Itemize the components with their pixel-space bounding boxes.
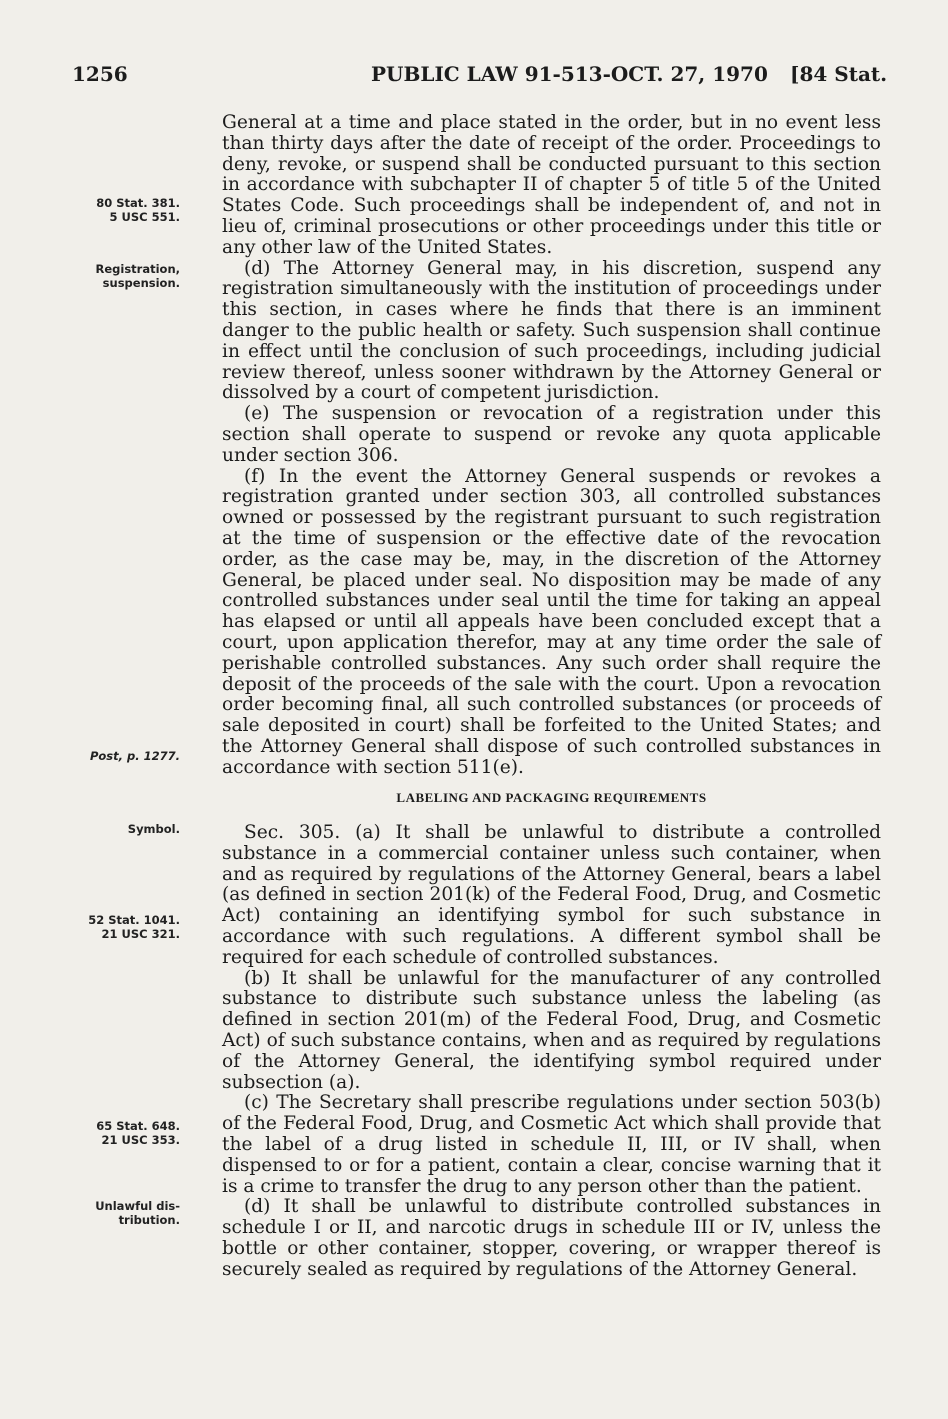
margin-note-80-stat: 80 Stat. 381. 5 USC 551. <box>96 196 180 224</box>
margin-note-symbol: Symbol. <box>127 822 180 836</box>
paragraph-sec-305-a: Sec. 305. (a) It shall be unlawful to distribute a controlled substance in a commercial container unless such container, when and as required by regulations of the Attorney General, bears a label (as defined in section 201(k) of the Federal Food, Drug, and Cosmetic Act) containing an identifying symbol for such substance in accordance with such regulations. A different symbol shall be required for each schedule of controlled substances. <box>222 822 881 968</box>
margin-note-registration-suspension: Registration, suspension. <box>95 262 180 290</box>
main-text-upper <box>222 113 881 779</box>
margin-note-52-stat: 52 Stat. 1041. 21 USC 321. <box>88 913 180 941</box>
margin-note-post: Post, p. 1277. <box>89 749 180 763</box>
main-text-lower <box>222 823 881 1281</box>
page-number: 1256 <box>72 62 128 86</box>
margin-note-65-stat: 65 Stat. 648. 21 USC 353. <box>96 1119 180 1147</box>
paragraph-continuation: General at a time and place stated in the order, but in no event less than thirty days after the date of receipt of the order. Proceedings to deny, revoke, or suspend shall be conducted pursuant to this section in accordance with subchapter II of chapter 5 of title 5 of the United States Code. Such proceedings shall be independent of, and not in lieu of, criminal prosecutions or other proceedings under this title or any other law of the United States. <box>222 112 881 258</box>
section-heading: LABELING AND PACKAGING REQUIREMENTS <box>396 790 707 805</box>
paragraph-d-suspension: (d) The Attorney General may, in his discretion, suspend any registration simultaneously with the institution of proceedings under this section, in cases where he finds that there is an imminent danger to the public health or safety. Such suspension shall continue in effect until the conclusion of such proceedings, including judicial review thereof, unless sooner withdrawn by the Attorney General or dissolved by a court of competent jurisdiction. <box>222 257 881 404</box>
statute-reference: [84 Stat. <box>790 62 888 86</box>
paragraph-f-seal: (f) In the event the Attorney General suspends or revokes a registration granted under section 303, all controlled substances owned or possessed by the registrant pursuant to such registration at the time of suspension or the effective date of the revocation order, as the case may be, may, in the discretion of the Attorney General, be placed under seal. No disposition may be made of any controlled substances under seal until the time for taking an appeal has elapsed or until all appeals have been concluded except that a court, upon application therefor, may at any time order the sale of perishable controlled substances. Any such order shall require the deposit of the proceeds of the sale with the court. Upon a revocation order becoming final, all such controlled substances (or proceeds of sale deposited in court) shall be forfeited to the United States; and the Attorney General shall dispose of such controlled substances in accordance with section 511(e). <box>222 465 881 778</box>
paragraph-c-warning: (c) The Secretary shall prescribe regulations under section 503(b) of the Federal Food, Drug, and Cosmetic Act which shall provide that the label of a drug listed in schedule II, III, or IV shall, when dispensed to or for a patient, contain a clear, concise warning that it is a crime to transfer the drug to any person other than the patient. <box>222 1092 881 1197</box>
margin-note-unlawful-distribution: Unlawful dis- tribution. <box>95 1199 180 1227</box>
paragraph-e-quota: (e) The suspension or revocation of a registration under this section shall operate to suspend or revoke any quota applicable under section 306. <box>222 403 881 466</box>
running-title: PUBLIC LAW 91-513-OCT. 27, 1970 <box>371 62 768 86</box>
paragraph-d-sealed: (d) It shall be unlawful to distribute controlled substances in schedule I or II, and narcotic drugs in schedule III or IV, unless the bottle or other container, stopper, covering, or wrapper thereof is securely sealed as required by regulations of the Attorney General. <box>222 1196 881 1280</box>
page-header <box>0 62 948 92</box>
paragraph-b-labeling: (b) It shall be unlawful for the manufacturer of any controlled substance to distribute such substance unless the labeling (as defined in section 201(m) of the Federal Food, Drug, and Cosmetic Act) of such substance contains, when and as required by regulations of the Attorney General, the identifying symbol required under subsection (a). <box>222 967 881 1093</box>
